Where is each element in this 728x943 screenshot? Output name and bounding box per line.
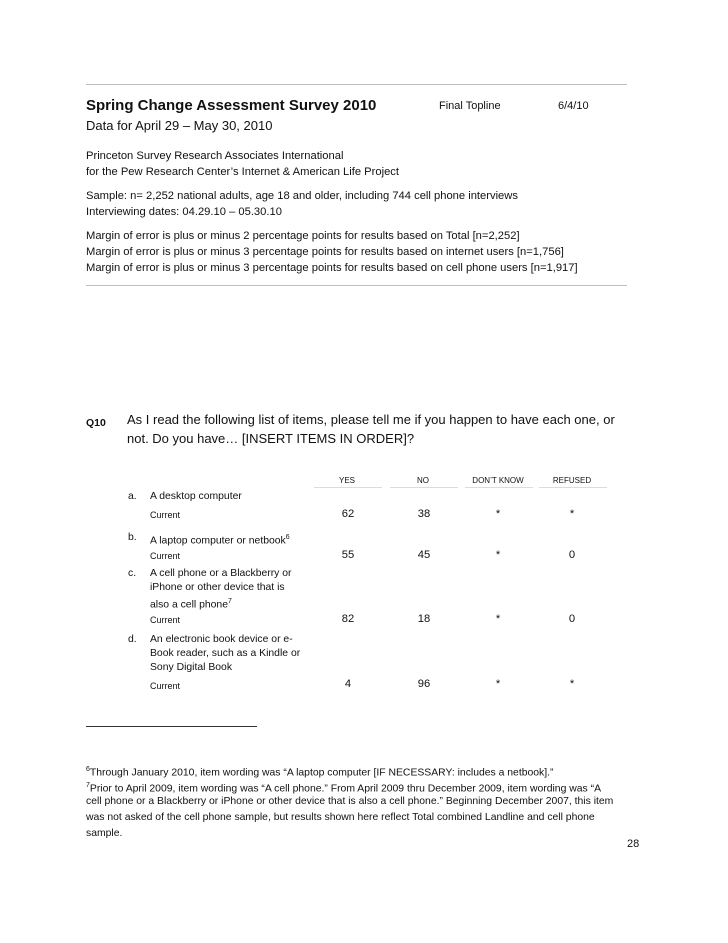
item-d-current: Current (150, 681, 181, 691)
item-c-label-line-3 (150, 595, 232, 611)
footnote-7-line-3: was not asked of the cell phone sample, but results shown here reflect Total combined Landline and cell phone (86, 812, 595, 823)
col-dont-know-underline (465, 487, 533, 488)
header-bottom-rule (86, 285, 627, 286)
item-c-label-line-2: iPhone or other device that is (150, 582, 285, 593)
col-dont-know: DON’T KNOW (472, 476, 524, 485)
item-b-current: Current (150, 551, 181, 561)
col-refused-underline (539, 487, 607, 488)
item-a-dont-know: * (495, 508, 501, 520)
question-id: Q10 (86, 417, 106, 429)
item-c-dont-know: * (495, 613, 501, 625)
col-yes: YES (338, 476, 355, 485)
moe-total: Margin of error is plus or minus 2 percentage points for results based on Total [n=2,252] (86, 230, 520, 242)
data-period: Data for April 29 – May 30, 2010 (86, 118, 273, 133)
item-b-yes: 55 (341, 549, 355, 561)
footnote-separator (86, 726, 257, 727)
footnote-7-text-1: Prior to April 2009, item wording was “A cell phone.” From April 2009 thru December 2009, item wording was “A (89, 783, 602, 795)
footnote-6-number: 6 (86, 766, 90, 773)
item-d-label-line-1: An electronic book device or e- (150, 634, 293, 645)
footnote-7-line-4: sample. (86, 828, 123, 839)
item-d-dont-know: * (495, 678, 501, 690)
item-d-no: 96 (417, 678, 431, 690)
col-refused: REFUSED (552, 476, 592, 485)
item-a-current: Current (150, 510, 181, 520)
item-b-refused: 0 (568, 549, 576, 561)
org-line-2: for the Pew Research Center’s Internet & American Life Project (86, 166, 399, 178)
report-date: 6/4/10 (558, 100, 589, 112)
col-no: NO (417, 476, 429, 485)
item-b-label-text: A laptop computer or netbook (150, 535, 286, 547)
sample-line: Sample: n= 2,252 national adults, age 18 and older, including 744 cell phone interviews (86, 190, 518, 202)
survey-title: Spring Change Assessment Survey 2010 (86, 97, 377, 114)
footnote-ref-6: 6 (285, 534, 290, 541)
org-line-1: Princeton Survey Research Associates International (86, 150, 344, 162)
page-number: 28 (627, 838, 640, 850)
item-a-refused: * (569, 508, 575, 520)
question-line-2: not. Do you have… [INSERT ITEMS IN ORDER]? (127, 431, 415, 446)
item-b-letter: b. (128, 532, 137, 543)
top-rule (86, 84, 627, 85)
item-a-label: A desktop computer (150, 491, 242, 502)
interview-dates: Interviewing dates: 04.29.10 – 05.30.10 (86, 206, 282, 218)
item-a-yes: 62 (341, 508, 355, 520)
moe-cell: Margin of error is plus or minus 3 percentage points for results based on cell phone users [n=1,917] (86, 262, 578, 274)
item-d-label-line-2: Book reader, such as a Kindle or (150, 648, 301, 659)
item-d-refused: * (569, 678, 575, 690)
topline-label: Final Topline (439, 100, 501, 112)
item-c-yes: 82 (341, 613, 355, 625)
item-d-letter: d. (128, 634, 137, 645)
item-c-letter: c. (128, 568, 137, 579)
question-line-1: As I read the following list of items, please tell me if you happen to have each one, or (127, 412, 615, 427)
item-d-label-line-3: Sony Digital Book (150, 662, 233, 673)
footnote-7-line-2: cell phone or a Blackberry or iPhone or other device that is also a cell phone.” Beginning December 2007, this item (86, 796, 614, 807)
item-b-label (150, 531, 290, 547)
item-c-no: 18 (417, 613, 431, 625)
item-c-current: Current (150, 615, 181, 625)
footnote-ref-7: 7 (228, 598, 232, 605)
col-yes-underline (314, 487, 382, 488)
item-c-label-text: also a cell phone (150, 599, 228, 611)
item-d-yes: 4 (344, 678, 352, 690)
moe-internet: Margin of error is plus or minus 3 percentage points for results based on internet users [n=1,756] (86, 246, 564, 258)
item-a-no: 38 (417, 508, 431, 520)
item-b-dont-know: * (495, 549, 501, 561)
item-c-refused: 0 (568, 613, 576, 625)
item-c-label-line-1: A cell phone or a Blackberry or (150, 568, 292, 579)
footnote-7-number: 7 (86, 782, 90, 789)
col-no-underline (390, 487, 458, 488)
footnote-6-text: Through January 2010, item wording was “A laptop computer [IF NECESSARY: includes a netbook].” (89, 767, 554, 779)
item-a-letter: a. (128, 491, 137, 502)
item-b-no: 45 (417, 549, 431, 561)
